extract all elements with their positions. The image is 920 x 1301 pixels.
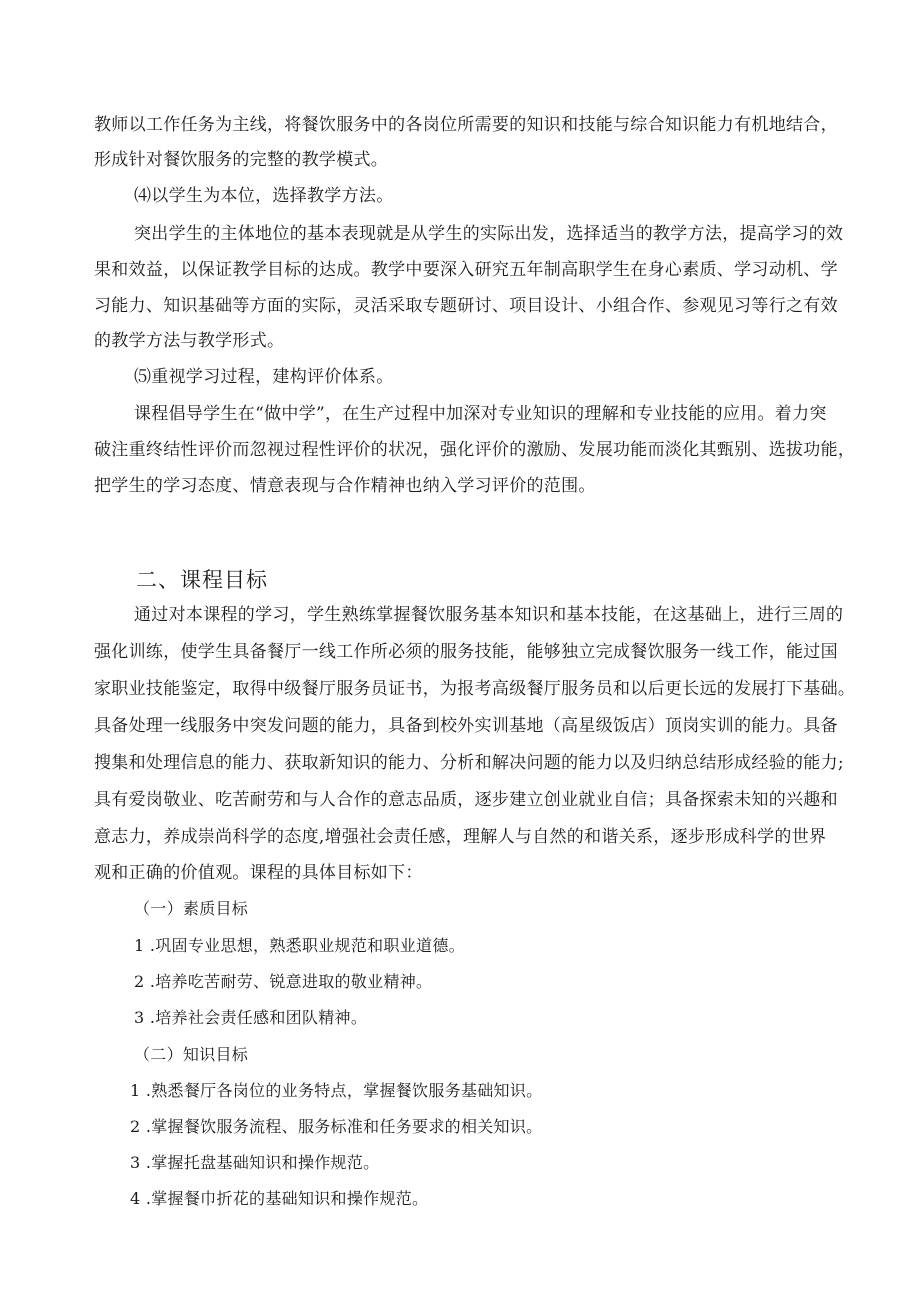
paragraph-line: 强化训练，使学生具备餐厅一线工作所必须的服务技能，能够独立完成餐饮服务一线工作，能过国 xyxy=(94,642,838,662)
paragraph-line: 通过对本课程的学习，学生熟练掌握餐饮服务基本知识和基本技能，在这基础上，进行三周的 xyxy=(134,605,844,625)
subsection-title-knowledge: （二）知识目标 xyxy=(134,1045,249,1064)
paragraph-line: 搜集和处理信息的能力、获取新知识的能力、分析和解决问题的能力以及归纳总结形成经验的能力; xyxy=(94,753,844,773)
paragraph-line: 突出学生的主体地位的基本表现就是从学生的实际出发，选择适当的教学方法，提高学习的效 xyxy=(134,224,844,244)
paragraph-line: 破注重终结性评价而忽视过程性评价的状况，强化评价的激励、发展功能而淡化其甄别、选拔功能， xyxy=(94,440,856,460)
paragraph-line: 的教学方法与教学形式。 xyxy=(94,331,285,351)
list-heading-item-4: ⑷以学生为本位，选择教学方法。 xyxy=(134,186,394,206)
paragraph-line: 具备处理一线服务中突发问题的能力，具备到校外实训基地（高星级饭店）顶岗实训的能力。具备 xyxy=(94,716,838,736)
list-item: 1 .巩固专业思想，熟悉职业规范和职业道德。 xyxy=(134,936,465,955)
paragraph-line: 把学生的学习态度、情意表现与合作精神也纳入学习评价的范围。 xyxy=(94,476,596,496)
list-item: 2 .培养吃苦耐劳、锐意进取的敬业精神。 xyxy=(134,972,433,991)
list-item: 3 .掌握托盘基础知识和操作规范。 xyxy=(130,1153,380,1172)
list-item: 2 .掌握餐饮服务流程、服务标准和任务要求的相关知识。 xyxy=(130,1117,543,1136)
list-heading-item-5: ⑸重视学习过程，建构评价体系。 xyxy=(134,367,394,387)
paragraph-line: 果和效益，以保证教学目标的达成。教学中要深入研究五年制高职学生在身心素质、学习动机、学 xyxy=(94,260,838,280)
paragraph-line: 观和正确的价值观。课程的具体目标如下： xyxy=(94,863,423,883)
paragraph-line: 具有爱岗敬业、吃苦耐劳和与人合作的意志品质，逐步建立创业就业自信；具备探索未知的兴趣和 xyxy=(94,790,838,810)
list-item: 3 .培养社会责任感和团队精神。 xyxy=(134,1008,368,1027)
paragraph-line: 意志力，养成崇尚科学的态度,增强社会责任感，理解人与自然的和谐关系，逐步形成科学的世界 xyxy=(94,827,827,847)
list-item: 1 .熟悉餐厅各岗位的业务特点，掌握餐饮服务基础知识。 xyxy=(130,1081,543,1100)
subsection-title-quality: （一）素质目标 xyxy=(134,899,249,918)
section-heading: 二、课程目标 xyxy=(136,568,268,592)
paragraph-line: 形成针对餐饮服务的完整的教学模式。 xyxy=(94,150,389,170)
paragraph-line: 习能力、知识基础等方面的实际，灵活采取专题研讨、项目设计、小组合作、参观见习等行之有效 xyxy=(94,296,838,316)
list-item: 4 .掌握餐巾折花的基础知识和操作规范。 xyxy=(130,1189,429,1208)
paragraph-line: 家职业技能鉴定，取得中级餐厅服务员证书，为报考高级餐厅服务员和以后更长远的发展打下基础。 xyxy=(94,679,856,699)
paragraph-line: 课程倡导学生在“做中学”，在生产过程中加深对专业知识的理解和专业技能的应用。着力突 xyxy=(134,404,827,424)
paragraph-line: 教师以工作任务为主线，将餐饮服务中的各岗位所需要的知识和技能与综合知识能力有机地结合， xyxy=(94,115,838,135)
